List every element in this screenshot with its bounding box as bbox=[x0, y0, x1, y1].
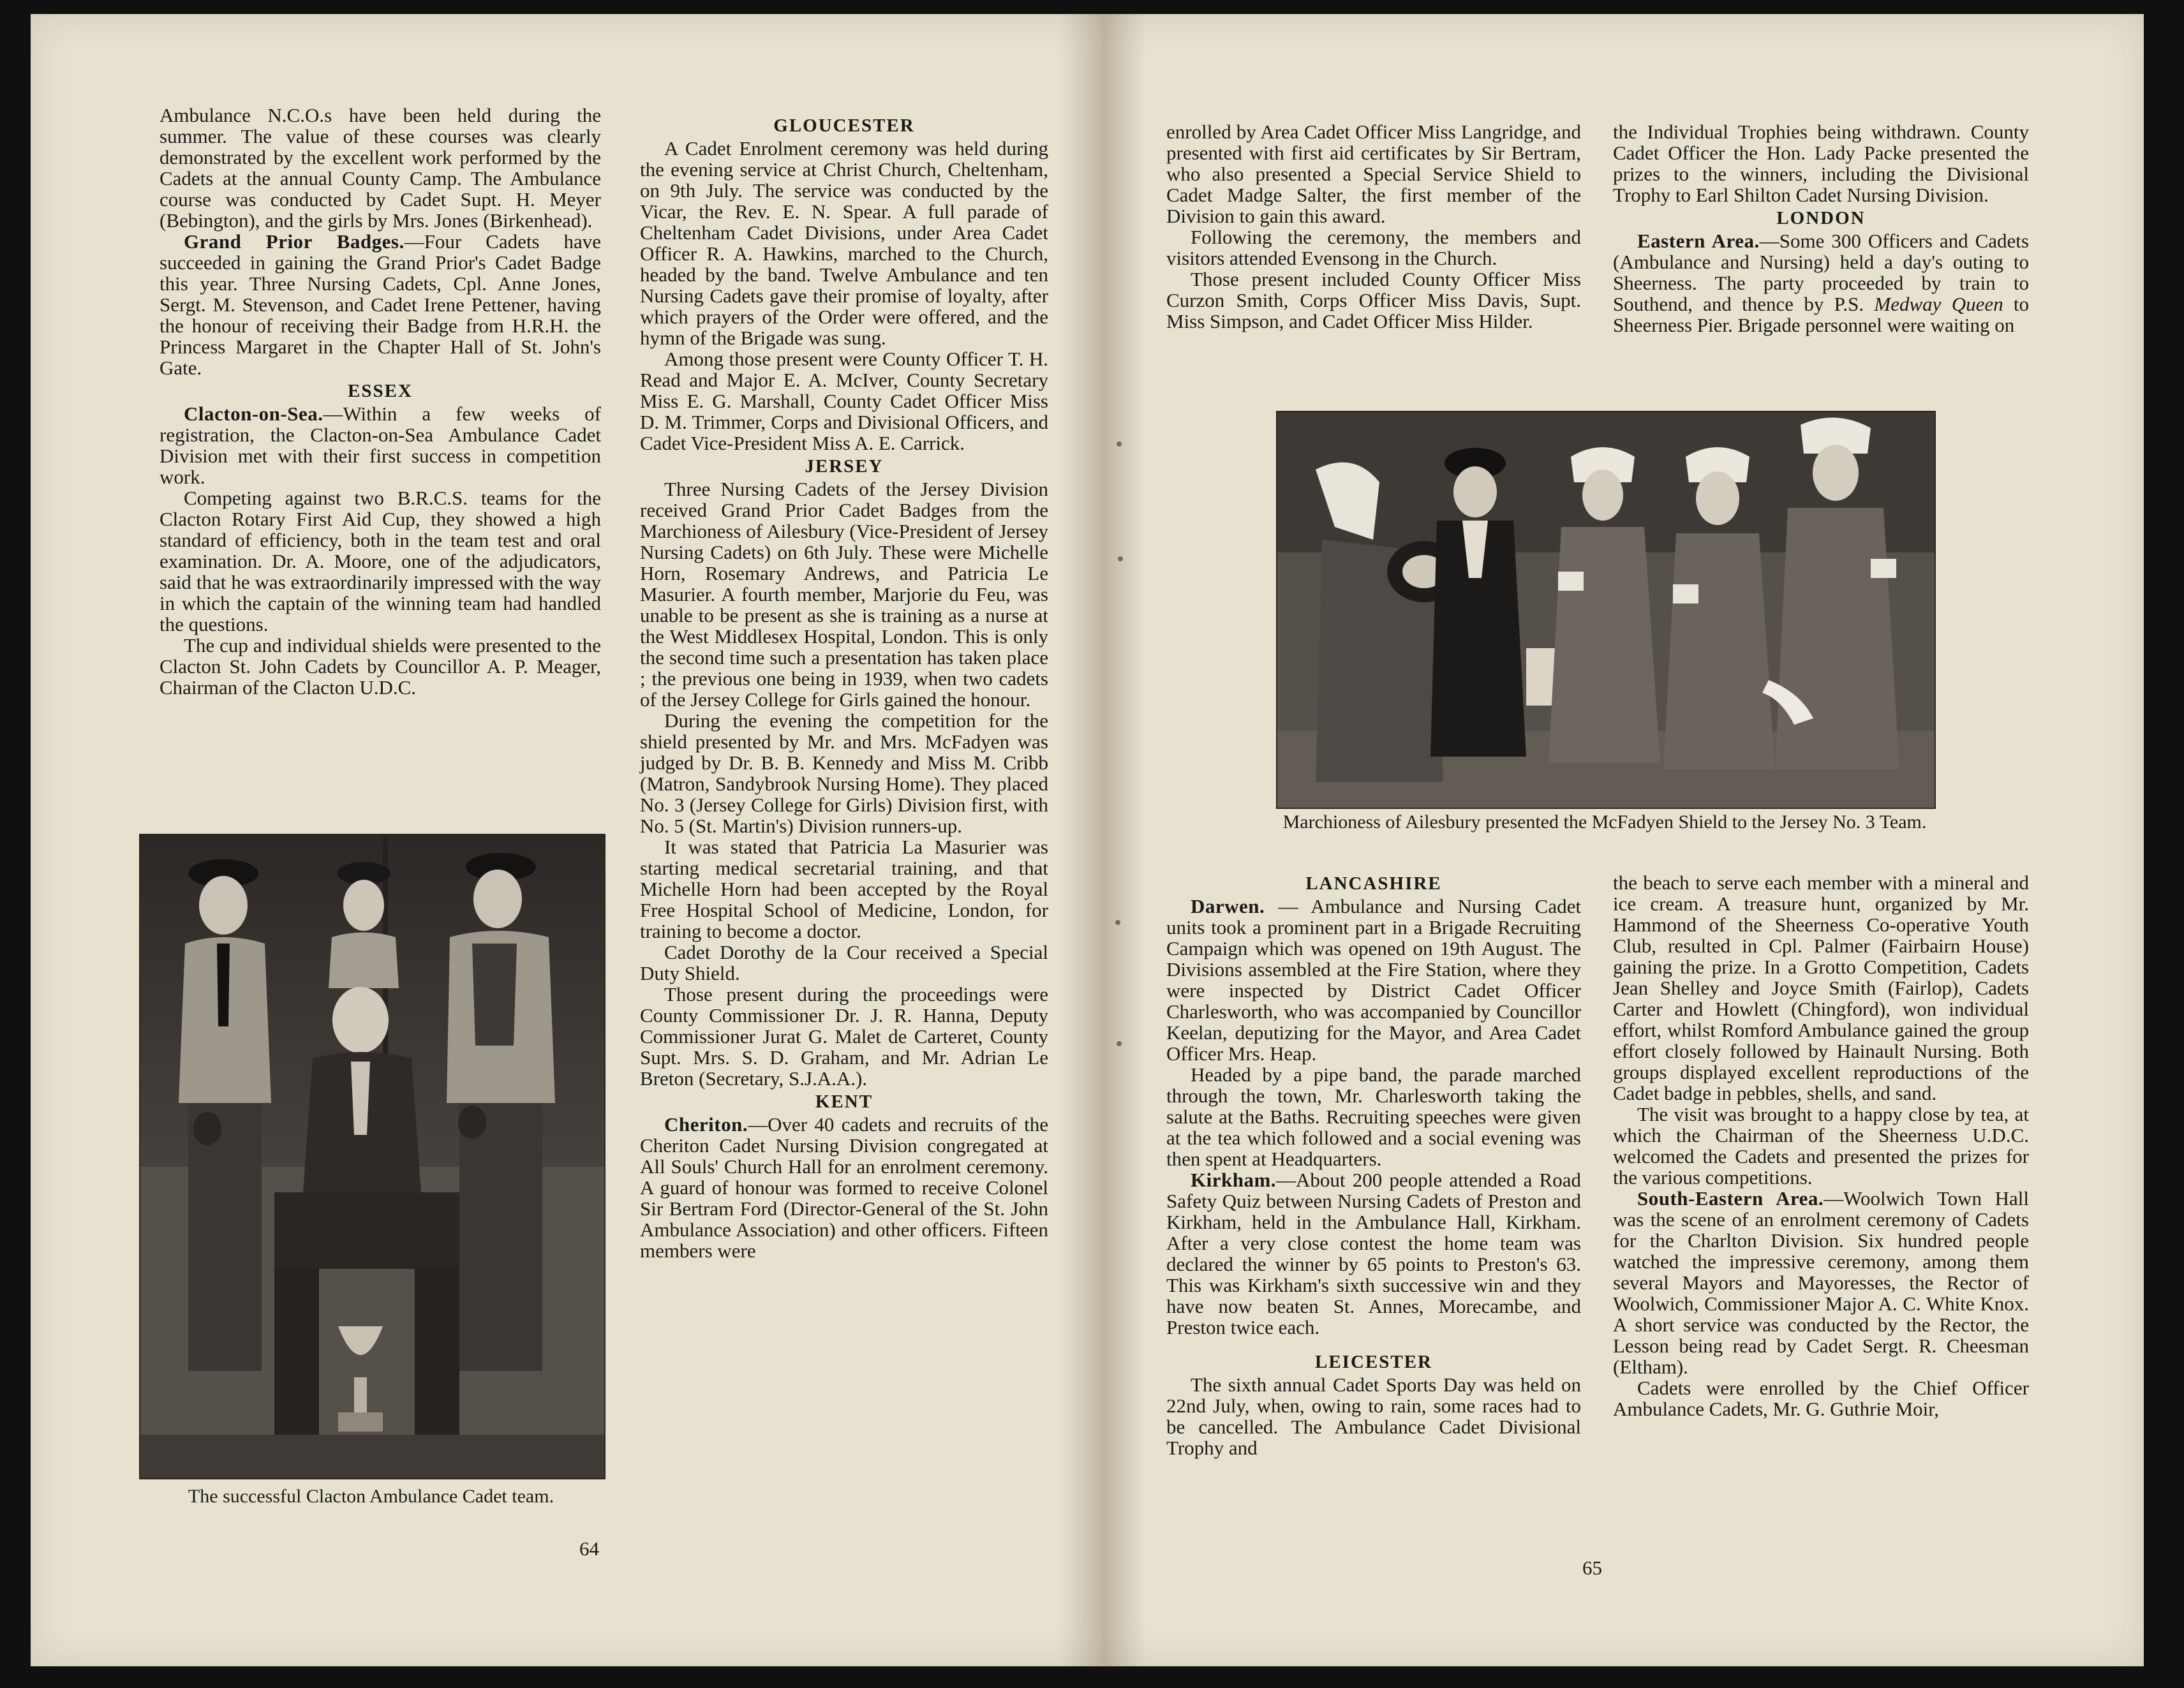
run-in-heading: Eastern Area. bbox=[1637, 230, 1760, 252]
paragraph bbox=[1613, 230, 2029, 336]
paragraph-text: —Some 300 Officers and Cadets (Ambulance and Nursing) held a day's outing to Sheerness. The party proceeded by train to Southend, and thence by P.S. bbox=[1613, 230, 2029, 315]
run-in-heading: Kirkham. bbox=[1191, 1169, 1277, 1191]
section-heading-kent: KENT bbox=[815, 1092, 873, 1112]
left-page bbox=[31, 14, 1103, 1666]
paragraph: Those present during the proceedings were County Commissioner Dr. J. R. Hanna, Deputy Commissioner Jurat G. Malet de Carteret, County Supt. Mrs. S. D. Graham, and Mr. Adrian Le Breton (Secretary, S.J.A.A.). bbox=[640, 983, 1048, 1090]
paragraph: The cup and individual shields were presented to the Clacton St. John Cadets by Councillor A. P. Meager, Chairman of the Clacton U.D.C. bbox=[160, 634, 601, 699]
paragraph: It was stated that Patricia La Masurier was starting medical secretarial training, and that Michelle Horn had been accepted by the Royal Free Hospital School of Medicine, London, for training to become a doctor. bbox=[640, 836, 1048, 942]
jersey-photo-caption: Marchioness of Ailesbury presented the McFadyen Shield to the Jersey No. 3 Team. bbox=[1282, 811, 1927, 833]
paragraph bbox=[640, 1114, 1048, 1261]
section-heading-essex: ESSEX bbox=[348, 381, 413, 401]
paragraph bbox=[1166, 1169, 1581, 1338]
gutter-shadow bbox=[1103, 14, 1147, 1666]
paragraph: During the evening the competition for the shield presented by Mr. and Mrs. McFadyen was judged by Dr. B. B. Kennedy and Miss M. Cribb (Matron, Sandybrook Nursing Home). They placed No. 3 (Jersey College for Girls) Division first, with No. 5 (St. Martin's) Division runners-up. bbox=[640, 709, 1048, 837]
paragraph: The visit was brought to a happy close by tea, at which the Chairman of the Sheerness U.D.C. welcomed the Cadets and presented the prizes for the various competitions. bbox=[1613, 1103, 2029, 1188]
paragraph: Among those present were County Officer T. H. Read and Major E. A. McIver, County Secretary Miss E. G. Marshall, County Cadet Officer Miss D. M. Trimmer, Corps and Divisional Officers, and Cadet Vice-President Miss A. E. Carrick. bbox=[640, 348, 1048, 454]
right-column-1-bottom bbox=[1166, 871, 1581, 1458]
section-heading-jersey: JERSEY bbox=[805, 456, 884, 477]
paragraph: Ambulance N.C.O.s have been held during the summer. The value of these courses was clearly demonstrated by the excellent work performed by the Cadets at the annual County Camp. The Ambulance course was conducted by Cadet Supt. H. Meyer (Bebington), and the girls by Mrs. Jones (Birkenhead). bbox=[160, 104, 601, 232]
right-column-1-top bbox=[1166, 121, 1581, 332]
section-heading-leicester: LEICESTER bbox=[1314, 1352, 1432, 1372]
paragraph: Those present included County Officer Miss Curzon Smith, Corps Officer Miss Davis, Supt. Miss Simpson, and Cadet Officer Miss Hilder. bbox=[1166, 268, 1581, 332]
paragraph bbox=[160, 403, 601, 487]
paragraph-text: —Over 40 cadets and recruits of the Cheriton Cadet Nursing Division congregated at All Souls' Church Hall for an enrolment ceremony. A guard of honour was formed to receive Colonel Sir Bertram Ford (Director-General of the St. John Ambulance Association) and other officers. Fifteen members were bbox=[640, 1113, 1048, 1262]
paragraph: Headed by a pipe band, the parade marched through the town, Mr. Charlesworth taking the salute at the Baths. Recruiting speeches were given at the tea which followed and a social evening was then spent at Headquarters. bbox=[1166, 1063, 1581, 1170]
left-column-2 bbox=[640, 113, 1048, 1261]
section-heading-london: LONDON bbox=[1776, 208, 1866, 228]
binding-mark bbox=[1117, 1041, 1122, 1046]
clacton-team-photo bbox=[139, 834, 605, 1479]
jersey-team-photo bbox=[1276, 411, 1936, 809]
left-column-1 bbox=[160, 105, 601, 698]
right-column-2-top bbox=[1613, 121, 2029, 336]
binding-mark bbox=[1115, 920, 1120, 925]
paragraph: Cadet Dorothy de la Cour received a Special Duty Shield. bbox=[640, 941, 1048, 984]
run-in-heading: Grand Prior Badges. bbox=[184, 230, 405, 253]
jersey-team-photo-image bbox=[1277, 412, 1935, 808]
clacton-photo-caption: The successful Clacton Ambulance Cadet team. bbox=[188, 1486, 554, 1507]
page-number-right: 65 bbox=[1582, 1557, 1602, 1579]
paragraph-text: to Sheerness Pier. Brigade personnel were waiting on bbox=[1613, 293, 2029, 336]
right-page bbox=[1103, 14, 2144, 1666]
paragraph-text: —Within a few weeks of registration, the Clacton-on-Sea Ambulance Cadet Division met with their first success in competition work. bbox=[160, 403, 601, 488]
paragraph: enrolled by Area Cadet Officer Miss Langridge, and presented with first aid certificates by Sir Bertram, who also presented a Special Service Shield to Cadet Madge Salter, the first member of the Division to gain this award. bbox=[1166, 121, 1581, 227]
paragraph-text: —Four Cadets have succeeded in gaining the Grand Prior's Cadet Badge this year. Three Nursing Cadets, Cpl. Anne Jones, Sergt. M. Stevenson, and Cadet Irene Pettener, having the honour of receiving their Badge from H.R.H. the Princess Margaret in the Chapter Hall of St. John's Gate. bbox=[160, 230, 601, 379]
paragraph: A Cadet Enrolment ceremony was held during the evening service at Christ Church, Cheltenham, on 9th July. The service was conducted by the Vicar, the Rev. E. N. Spear. A full parade of Cheltenham Cadet Divisions, under Area Cadet Officer R. A. Hawkins, marched to the Church, headed by the band. Twelve Ambulance and ten Nursing Cadets gave their promise of loyalty, after which prayers of the Order were offered, and the hymn of the Brigade was sung. bbox=[640, 137, 1048, 349]
ship-name: Medway Queen bbox=[1874, 293, 2003, 315]
paragraph-text: —Woolwich Town Hall was the scene of an enrolment ceremony of Cadets for the Charlton Division. Six hundred people watched the impressive ceremony, among them several Mayors and Mayoresses, the Rector of Woolwich, Commissioner Major A. C. White Knox. A short service was conducted by the Rector, the Lesson being read by Cadet Sergt. R. Cheesman (Eltham). bbox=[1613, 1187, 2030, 1378]
run-in-heading: South-Eastern Area. bbox=[1637, 1187, 1824, 1210]
paragraph: Three Nursing Cadets of the Jersey Division received Grand Prior Cadet Badges from the Marchioness of Ailesbury (Vice-President of Jersey Nursing Cadets) on 6th July. These were Michelle Horn, Rosemary Andrews, and Patricia Le Masurier. A fourth member, Marjorie du Feu, was unable to be present as she is training as a nurse at the West Middlesex Hospital, London. This is only the second time such a presentation has taken place ; the previous one being in 1939, when two cadets of the Jersey College for Girls gained the honour. bbox=[640, 478, 1048, 711]
run-in-heading: Clacton-on-Sea. bbox=[184, 403, 323, 425]
binding-mark bbox=[1117, 441, 1122, 447]
paragraph-text: —About 200 people attended a Road Safety Quiz between Nursing Cadets of Preston and Kirkham, held in the Ambulance Hall, Kirkham. After a very close contest the home team was declared the winner by 65 points to Preston's 63. This was Kirkham's sixth successive win and they have now beaten St. Annes, Morecambe, and Preston twice each. bbox=[1166, 1169, 1581, 1338]
section-heading-gloucester: GLOUCESTER bbox=[773, 115, 915, 136]
section-heading-lancashire: LANCASHIRE bbox=[1305, 873, 1442, 894]
paragraph: Cadets were enrolled by the Chief Officer Ambulance Cadets, Mr. G. Guthrie Moir, bbox=[1613, 1377, 2029, 1420]
paragraph bbox=[160, 231, 601, 378]
paragraph: Competing against two B.R.C.S. teams for the Clacton Rotary First Aid Cup, they showed a high standard of efficiency, both in the team test and oral examination. Dr. A. Moore, one of the adjudicators, said that he was extraordinarily impressed with the way in which the captain of the winning team had handled the questions. bbox=[160, 487, 601, 635]
clacton-team-photo-image bbox=[140, 835, 604, 1478]
run-in-heading: Cheriton. bbox=[664, 1113, 748, 1136]
paragraph: the Individual Trophies being withdrawn. County Cadet Officer the Hon. Lady Packe presented the prizes to the winners, including the Divisional Trophy to Earl Shilton Cadet Nursing Division. bbox=[1613, 121, 2029, 206]
paragraph: The sixth annual Cadet Sports Day was held on 22nd July, when, owing to rain, some races had to be cancelled. The Ambulance Cadet Divisional Trophy and bbox=[1166, 1373, 1581, 1459]
paragraph-text: — Ambulance and Nursing Cadet units took a prominent part in a Brigade Recruiting Campaign which was opened on 19th August. The Divisions assembled at the Fire Station, where they were inspected by District Cadet Officer Charlesworth, who was accompanied by Councillor Keelan, deputizing for the Mayor, and Area Cadet Officer Mrs. Heap. bbox=[1166, 895, 1581, 1065]
right-column-2-bottom bbox=[1613, 872, 2029, 1419]
paragraph bbox=[1166, 896, 1581, 1064]
paragraph: the beach to serve each member with a mineral and ice cream. A treasure hunt, organized by Mr. Hammond of the Sheerness Co-operative Youth Club, resulted in Cpl. Palmer (Fairbairn House) gaining the prize. In a Grotto Competition, Cadets Jean Shelley and Joyce Smith (Fairlop), Cadets Carter and Howlett (Chingford), won individual effort, whilst Romford Ambulance gained the group effort closely followed by Hainault Nursing. Both groups displayed excellent reproductions of the Cadet badge in pebbles, shells, and sand. bbox=[1613, 871, 2029, 1104]
gutter-shadow bbox=[1058, 14, 1103, 1666]
paragraph: Following the ceremony, the members and visitors attended Evensong in the Church. bbox=[1166, 226, 1581, 269]
page-number-left: 64 bbox=[579, 1537, 599, 1560]
run-in-heading: Darwen. bbox=[1191, 895, 1265, 917]
paragraph bbox=[1613, 1188, 2029, 1377]
binding-mark bbox=[1118, 556, 1123, 561]
